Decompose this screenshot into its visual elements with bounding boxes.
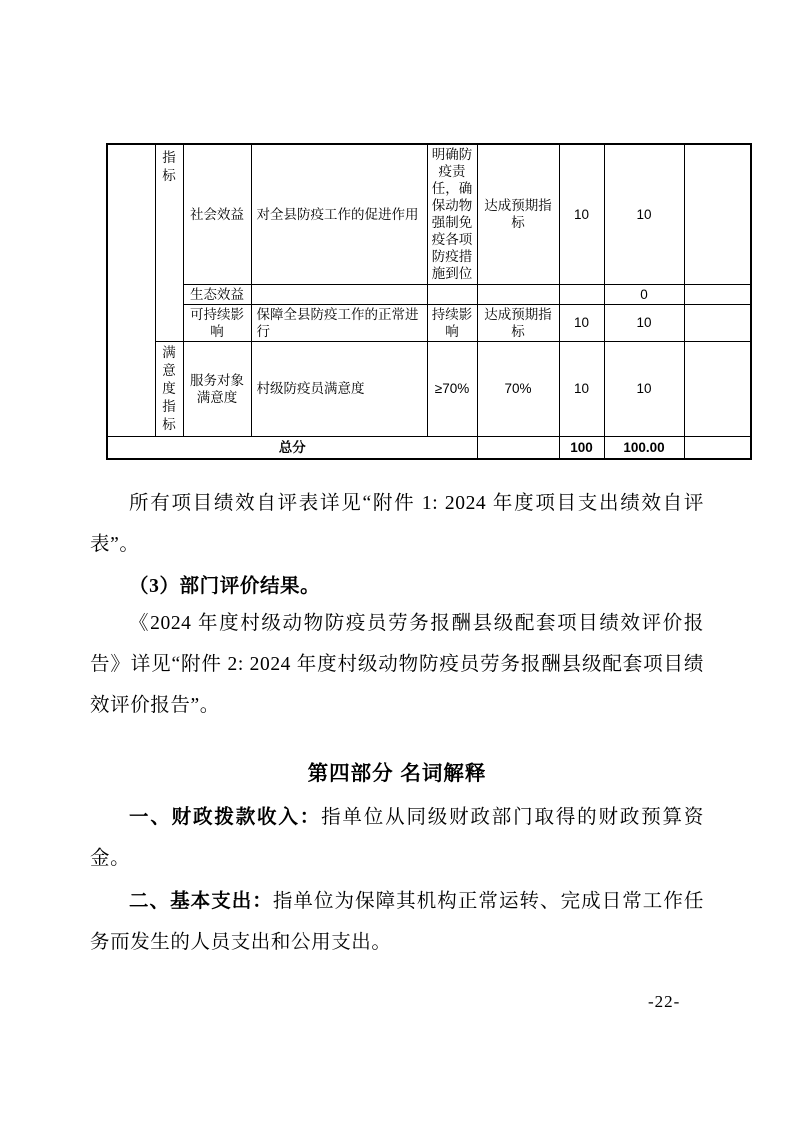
- cell-sustain-weight: 10: [559, 304, 604, 341]
- cell-social-actual: 达成预期指标: [477, 144, 559, 284]
- cell-satisfaction-desc: 村级防疫员满意度: [251, 341, 427, 436]
- performance-indicator-table: [106, 143, 752, 460]
- table-row-satisfaction: [107, 341, 751, 436]
- cell-eco-name: 生态效益: [183, 284, 251, 304]
- paragraph-term-fiscal-appropriation: [90, 797, 704, 879]
- cell-total-extra-empty: [684, 436, 751, 459]
- cell-total-score: 100.00: [604, 436, 684, 459]
- cell-social-criteria: 明确防疫责任，确保动物强制免疫各项防疫措施到位: [427, 144, 477, 284]
- cell-social-desc: 对全县防疫工作的促进作用: [251, 144, 427, 284]
- cell-eco-extra-empty: [684, 284, 751, 304]
- cell-left-span-empty: [107, 144, 155, 436]
- term1-label: 一、财政拨款收入：: [129, 807, 322, 828]
- cell-social-score: 10: [604, 144, 684, 284]
- cell-satisfaction-name: 服务对象满意度: [183, 341, 251, 436]
- cell-sustain-name: 可持续影响: [183, 304, 251, 341]
- cell-satisfaction-weight: 10: [559, 341, 604, 436]
- paragraph-term-basic-expenditure: [90, 881, 704, 963]
- table-row-sustainability: [107, 304, 751, 341]
- cell-social-name: 社会效益: [183, 144, 251, 284]
- cell-sustain-extra-empty: [684, 304, 751, 341]
- cell-sustain-actual: 达成预期指标: [477, 304, 559, 341]
- cell-sustain-score: 10: [604, 304, 684, 341]
- paragraph-dept-eval-heading: （3）部门评价结果。: [129, 576, 321, 597]
- cell-satisfaction-score: 10: [604, 341, 684, 436]
- cell-social-extra-empty: [684, 144, 751, 284]
- cell-eco-weight-empty: [559, 284, 604, 304]
- cell-satisfaction-criteria: ≥70%: [427, 341, 477, 436]
- cell-total-actual-empty: [477, 436, 559, 459]
- term1-definition: 指单位从同级财政部门取得的财政预算资金。: [90, 807, 704, 869]
- term2-label: 二、基本支出：: [129, 891, 273, 912]
- cell-satisfaction-actual: 70%: [477, 341, 559, 436]
- cell-eco-criteria-empty: [427, 284, 477, 304]
- cell-sustain-desc: 保障全县防疫工作的正常进行: [251, 304, 427, 341]
- cell-total-label: 总分: [107, 436, 477, 459]
- cell-indicator-group: 指标: [155, 144, 183, 341]
- section-title-part4: 第四部分 名词解释: [307, 762, 487, 785]
- cell-total-weight: 100: [559, 436, 604, 459]
- cell-social-weight: 10: [559, 144, 604, 284]
- table-row-eco-benefit: [107, 284, 751, 304]
- paragraph-self-eval-note: 所有项目绩效自评表详见“附件 1: 2024 年度项目支出绩效自评表”。: [90, 493, 704, 555]
- cell-satisfaction-extra-empty: [684, 341, 751, 436]
- term2-definition: 指单位为保障其机构正常运转、完成日常工作任务而发生的人员支出和公用支出。: [90, 891, 705, 953]
- page-number: -22-: [648, 992, 681, 1011]
- table-row-social-benefit: [107, 144, 751, 284]
- table-row-total: [107, 436, 751, 459]
- cell-eco-actual-empty: [477, 284, 559, 304]
- cell-eco-desc-empty: [251, 284, 427, 304]
- cell-sustain-criteria: 持续影响: [427, 304, 477, 341]
- cell-eco-score: 0: [604, 284, 684, 304]
- cell-satisfaction-group: 满意度指标: [155, 341, 183, 436]
- paragraph-dept-eval-body: 《2024 年度村级动物防疫员劳务报酬县级配套项目绩效评价报告》详见“附件 2: 2024 年度村级动物防疫员劳务报酬县级配套项目绩效评价报告”。: [90, 613, 704, 716]
